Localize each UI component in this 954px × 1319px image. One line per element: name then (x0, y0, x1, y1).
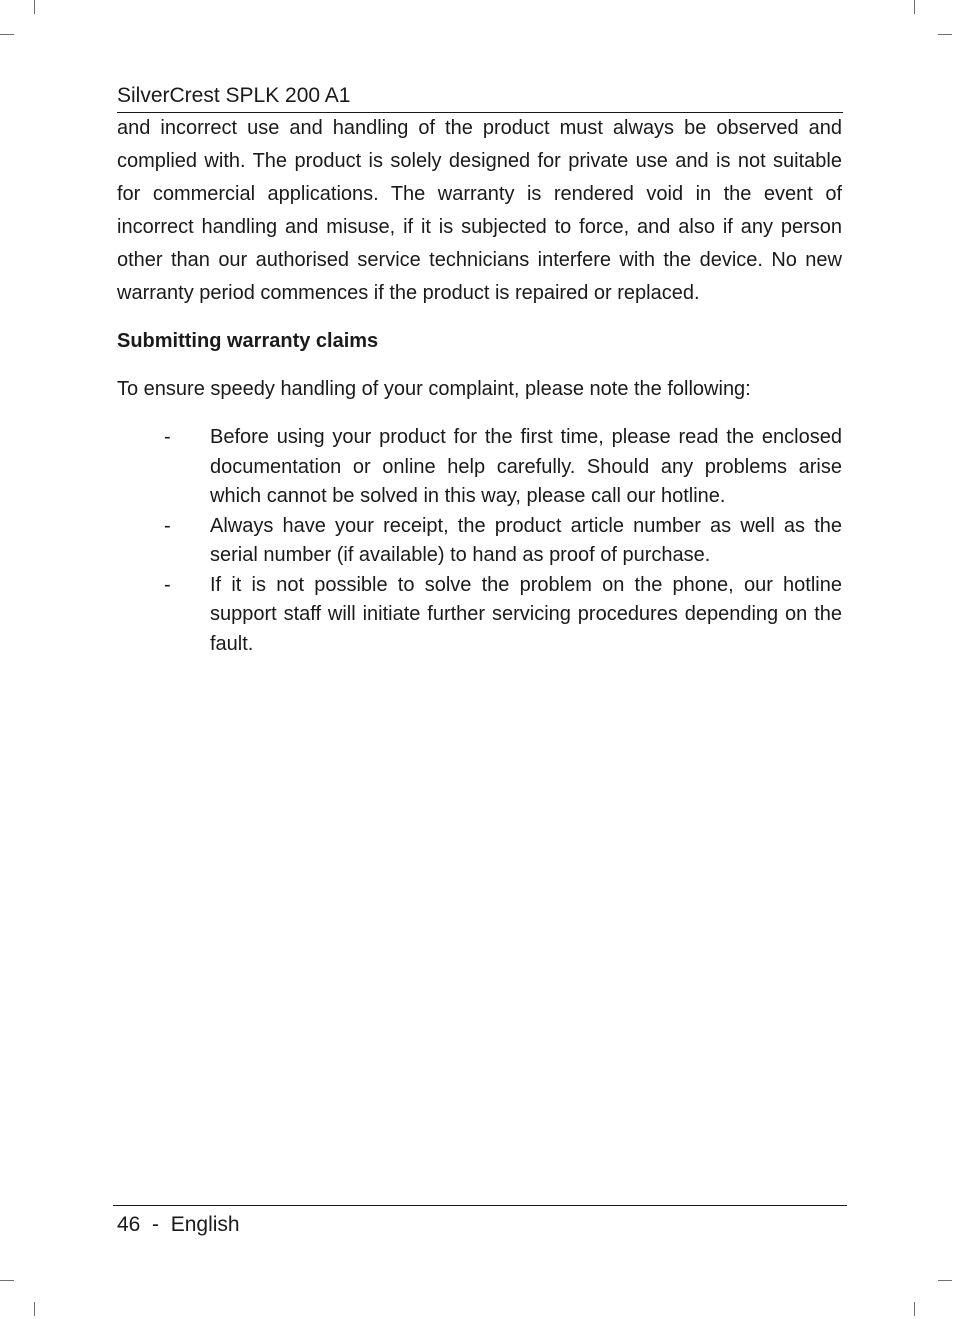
list-item (117, 512, 842, 571)
crop-mark-bottom-left (34, 1302, 35, 1316)
section-heading: Submitting warranty claims (117, 330, 379, 352)
footer-language: English (170, 1213, 240, 1236)
intro-text: To ensure speedy handling of your complaint, please note the following: (117, 378, 751, 400)
crop-mark-bottom-right (914, 1302, 915, 1316)
crop-mark-bottom-right-h (938, 1280, 952, 1281)
list-item-text: Before using your product for the first time, please read the enclosed documentation or online help carefully. Should any problems arise which cannot be solved in this way, please call our hotline. (210, 426, 842, 507)
page-number: 46 (117, 1213, 141, 1236)
list-item-text: If it is not possible to solve the problem on the phone, our hotline support staff will initiate further servicing procedures depending on the fault. (210, 573, 842, 655)
list-bullet: - (164, 573, 171, 596)
footer-separator: - (152, 1213, 160, 1236)
page-footer (117, 1211, 240, 1239)
list-item (117, 571, 842, 660)
list-item (117, 423, 842, 512)
claims-list (117, 423, 842, 659)
crop-mark-bottom-left-h (0, 1280, 14, 1281)
warranty-paragraph: and incorrect use and handling of the product must always be observed and complied with. The product is solely designed for private use and is not suitable for commercial applications. The warranty is rendered void in the event of incorrect handling and misuse, if it is subjected to force, and also if any person other than our authorised service technicians interfere with the device. No new warranty period commences if the product is repaired or replaced. (117, 117, 842, 304)
crop-mark-top-left (34, 0, 35, 14)
header-title: SilverCrest SPLK 200 A1 (117, 84, 351, 107)
list-item-text: Always have your receipt, the product article number as well as the serial number (if available) to hand as proof of purchase. (210, 514, 842, 566)
list-bullet: - (164, 514, 171, 537)
running-header (117, 82, 842, 110)
footer-rule (113, 1205, 847, 1206)
list-bullet: - (164, 426, 171, 448)
crop-mark-top-left-h (0, 34, 14, 35)
page-body (117, 112, 842, 659)
crop-mark-top-right-h (938, 34, 952, 35)
crop-mark-top-right (914, 0, 915, 14)
